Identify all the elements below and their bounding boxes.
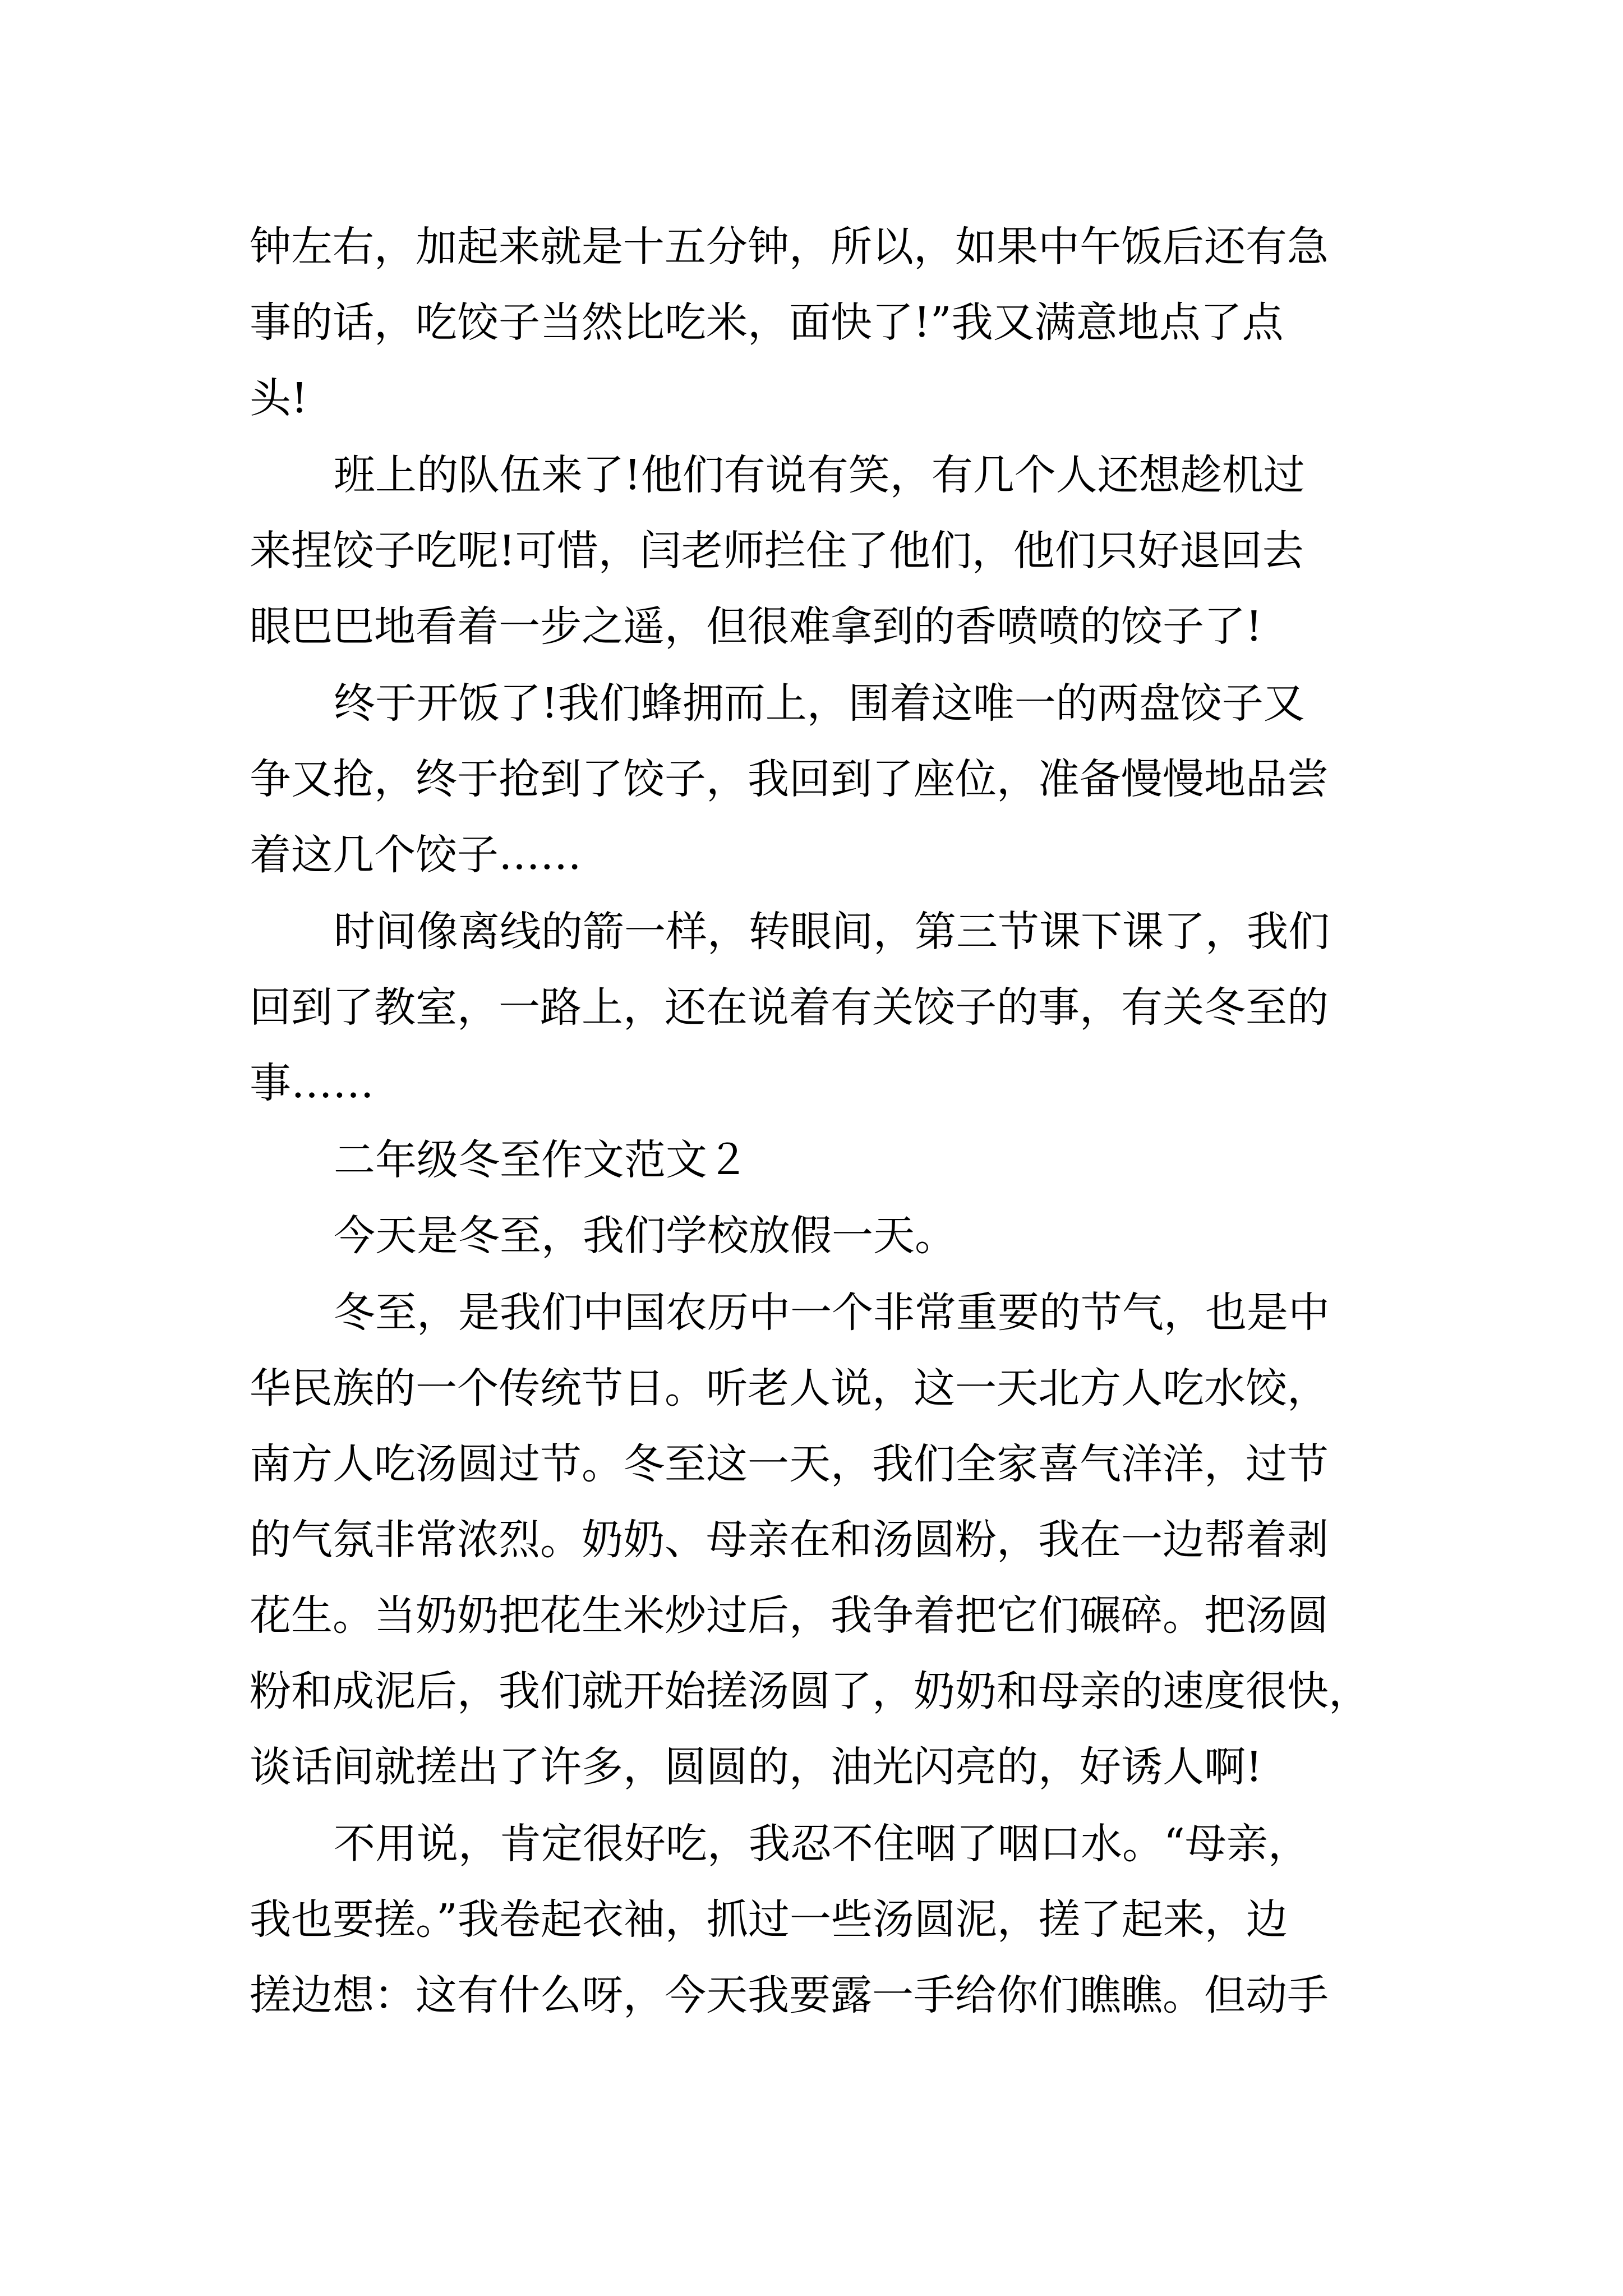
paragraph-start-line: 班上的队伍来了!他们有说有笑，有几个人还想趁机过	[334, 451, 1305, 499]
text-line: 花生。当奶奶把花生米炒过后，我争着把它们碾碎。把汤圆	[250, 1591, 1329, 1640]
text-line: 的气氛非常浓烈。奶奶、母亲在和汤圆粉，我在一边帮着剥	[250, 1516, 1329, 1564]
paragraph-start-line: 今天是冬至，我们学校放假一天。	[334, 1212, 956, 1260]
text-line: 眼巴巴地看着一步之遥，但很难拿到的香喷喷的饺子了!	[250, 602, 1262, 651]
text-line: 南方人吃汤圆过节。冬至这一天，我们全家喜气洋洋，过节	[250, 1440, 1329, 1488]
paragraph-start-line: 不用说，肯定很好吃，我忍不住咽了咽口水。“母亲，	[334, 1820, 1310, 1868]
text-line: 事……	[250, 1059, 374, 1107]
text-line: 争又抢，终于抢到了饺子，我回到了座位，准备慢慢地品尝	[250, 755, 1329, 803]
text-line: 来捏饺子吃呢!可惜，闫老师拦住了他们，他们只好退回去	[250, 527, 1304, 575]
text-line: 我也要搓。”我卷起衣袖，抓过一些汤圆泥，搓了起来，边	[250, 1895, 1288, 1944]
text-line: 头!	[250, 374, 308, 422]
text-line: 粉和成泥后，我们就开始搓汤圆了，奶奶和母亲的速度很快，	[250, 1667, 1370, 1715]
text-line: 搓边想：这有什么呀，今天我要露一手给你们瞧瞧。但动手	[250, 1971, 1329, 2019]
text-line: 事的话，吃饺子当然比吃米，面快了!”我又满意地点了点	[250, 298, 1284, 347]
text-line: 华民族的一个传统节日。听老人说，这一天北方人吃水饺，	[250, 1364, 1329, 1412]
paragraph-start-line: 冬至，是我们中国农历中一个非常重要的节气，也是中	[334, 1289, 1330, 1337]
paragraph-start-line: 时间像离线的箭一样，转眼间，第三节课下课了，我们	[334, 908, 1330, 956]
text-line: 钟左右，加起来就是十五分钟，所以，如果中午饭后还有急	[250, 223, 1329, 271]
text-line: 着这几个饺子……	[250, 831, 582, 879]
text-line: 回到了教室，一路上，还在说着有关饺子的事，有关冬至的	[250, 983, 1329, 1032]
text-line: 谈话间就搓出了许多，圆圆的，油光闪亮的，好诱人啊!	[250, 1743, 1262, 1791]
paragraph-start-line: 终于开饭了!我们蜂拥而上，围着这唯一的两盘饺子又	[334, 679, 1305, 728]
section-heading: 二年级冬至作文范文２	[334, 1136, 749, 1184]
